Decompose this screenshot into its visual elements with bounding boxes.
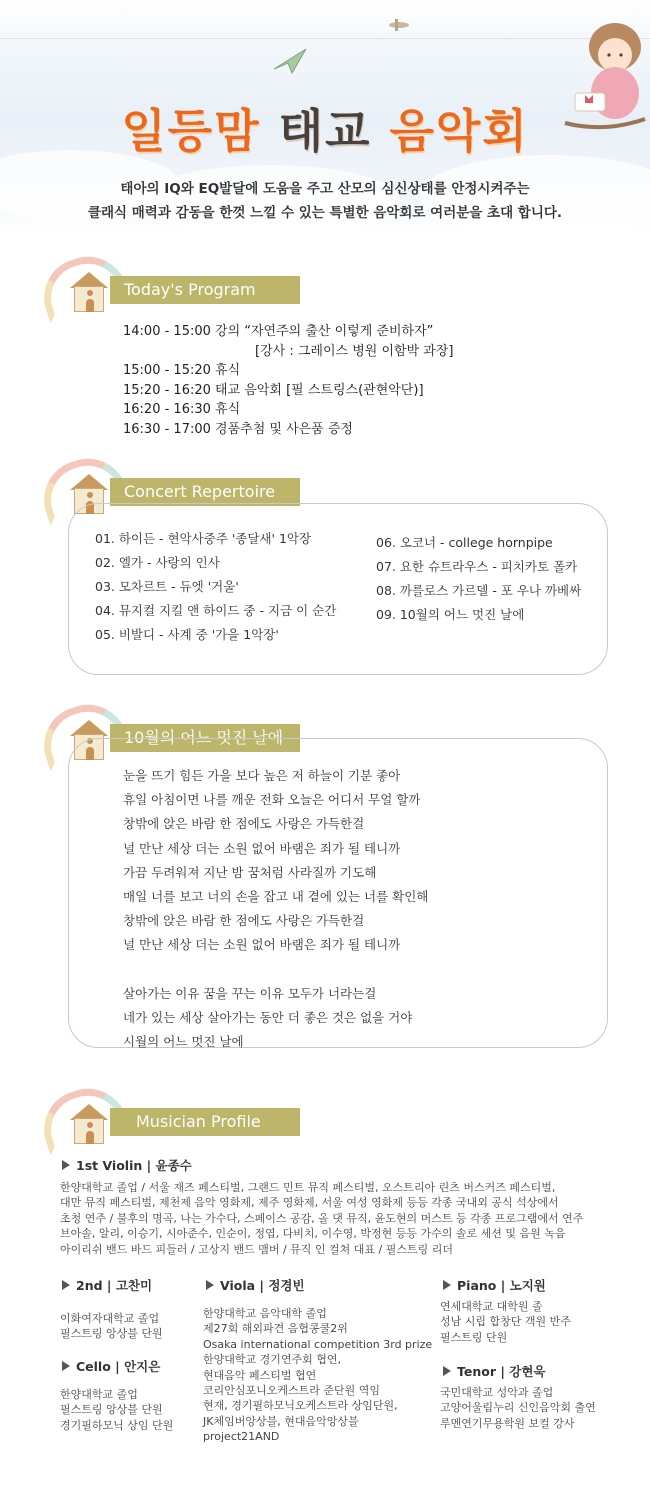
program-item: 14:00 - 15:00 강의 “자연주의 출산 이렇게 준비하자” [123,324,434,339]
song-heading: 10월의 어느 멋진 날에 [110,724,300,752]
triangle-bullet-icon [206,1280,214,1290]
repertoire-item: 02. 엘가 - 사랑의 인사 [95,555,220,570]
lyric-line: 창밖에 앉은 바람 한 점에도 사랑은 가득한걸 [123,816,365,832]
lyric-line: 널 만난 세상 더는 소원 없어 바램은 죄가 될 테니까 [123,840,401,856]
header-banner [0,0,650,230]
viola-profile: 한양대학교 음악대학 졸업 제27회 해외파견 음협콩쿨2위 Osaka international competition 3rd prize 한양대학교 경기연주회 협연, 현대음악 페스티벌 협연 코리안심포니오케스트라 준단원 역임 현재, 경기필하모닉오케스트라 상임단원, JK체임버앙상블, 현대음악앙상블 project21AND [203,1307,433,1444]
program-item: 16:30 - 17:00 경품추첨 및 사은품 증정 [123,421,353,437]
repertoire-item: 05. 비발디 - 사계 중 '가을 1악장' [95,627,279,642]
musician-section-header [40,1090,310,1152]
program-section-header [40,258,310,320]
top-divider [0,38,650,39]
triangle-bullet-icon [62,1361,70,1371]
triangle-bullet-icon [62,1280,70,1290]
tenor-profile: 국민대학교 성악과 졸업 고양어울림누리 신인음악회 출연 루멘연기무용학원 보컬 강사 [440,1386,596,1430]
triangle-bullet-icon [443,1280,451,1290]
lyric-line: 가끔 두려워져 지난 밤 꿈처럼 사라질까 기도해 [123,864,377,880]
house-icon [74,286,104,312]
program-item: 15:00 - 15:20 휴식 [123,363,241,378]
repertoire-item: 06. 오코너 - college hornpipe [376,535,553,550]
triangle-bullet-icon [443,1366,451,1376]
lyric-line: 휴일 아침이면 나를 깨운 전화 오늘은 어디서 무얼 할까 [123,792,421,808]
repertoire-left-column [95,527,375,647]
program-item: [강사 : 그레이스 병원 이함박 과장] [255,343,454,359]
second-violin-profile: 이화여자대학교 졸업 필스트링 앙상블 단원 [60,1312,163,1341]
title-part-3: 음악회 [389,104,529,158]
program-list [123,322,603,439]
repertoire-item: 03. 모차르트 - 듀엣 '거울' [95,579,239,594]
repertoire-heading: Concert Repertoire [110,478,300,506]
program-item: 15:20 - 16:20 태교 음악회 [필 스트링스(관현악단)] [123,382,424,398]
title-part-1: 일등맘 [121,104,261,158]
repertoire-item: 09. 10월의 어느 멋진 날에 [376,607,525,622]
piano-profile: 연세대학교 대학원 졸 성남 시립 합창단 객원 반주 필스트링 단원 [440,1300,571,1344]
musician-heading: Musician Profile [110,1108,300,1136]
second-violin-label: 2nd | 고찬미 [62,1276,152,1294]
intro-text [0,177,650,225]
violin-profile: 한양대학교 졸업 / 서울 재즈 페스티벌, 그랜드 민트 뮤직 페스티벌, 오스트리아 린츠 버스커즈 페스티벌, 대만 뮤직 페스티벌, 제천제 음악 영화제, 제주 영화제, 서울 여성 영화제 등등 각종 국내외 공식 석상에서 초청 연주 / 불후의 명곡, 나는 가수다, 스페이스 공감, 올 댓 뮤직, 윤도현의 머스트 등 각종 프로그램에서 연주 브아솔, 알리, 이승기, 시아준수, 인순이, 정엽, 다비치, 이수영, 박정현 등등 가수의 솔로 세션 및 음원 녹음 아이리쉬 밴드 바드 피들러 / 고상지 밴드 맴버 / 뮤직 인 컬쳐 대표 / 필스트링 리더 [60,1181,584,1256]
intro-line-1: 태아의 IQ와 EQ발달에 도움을 주고 산모의 심신상태를 안정시켜주는 [120,181,530,197]
violin-label: 1st Violin | 윤종수 [62,1156,192,1174]
lyric-line: 눈을 뜨기 힘든 가을 보다 높은 저 하늘이 기분 좋아 [123,768,401,783]
paper-plane-icon [272,45,308,75]
program-item: 16:20 - 16:30 휴식 [123,402,241,417]
program-heading: Today's Program [110,276,300,304]
repertoire-item: 04. 뮤지컬 지킬 앤 하이드 중 - 지금 이 순간 [95,603,337,618]
piano-label: Piano | 노지원 [443,1276,546,1294]
small-plane-icon [385,18,413,32]
repertoire-right-column [376,531,596,627]
lyric-line: 살아가는 이유 꿈을 꾸는 이유 모두가 너라는걸 [123,985,377,1001]
repertoire-item: 08. 까를로스 가르델 - 포 우나 까베싸 [376,583,582,598]
viola-label: Viola | 정경빈 [206,1276,305,1294]
lyric-line: 널 만난 세상 더는 소원 없어 바램은 죄가 될 테니까 [123,937,401,953]
intro-line-2: 클래식 매력과 감동을 한껏 느낄 수 있는 특별한 음악회로 여러분을 초대 합니다. [87,205,563,221]
cello-label: Cello | 안지은 [62,1357,160,1375]
page-title [0,95,650,161]
lyric-line: 창밖에 앉은 바람 한 점에도 사랑은 가득한걸 [123,913,365,929]
triangle-bullet-icon [62,1160,70,1170]
lyrics-text [123,764,583,1054]
title-part-2: 태교 [278,104,372,158]
repertoire-item: 01. 하이든 - 현악사중주 '종달새' 1악장 [95,531,312,546]
lyric-line: 네가 있는 세상 살아가는 동안 더 좋은 것은 없을 거야 [123,1009,413,1025]
lyric-line: 시월의 어느 멋진 날에 [123,1034,244,1050]
cello-profile: 한양대학교 졸업 필스트링 앙상블 단원 경기필하모닉 상임 단원 [60,1388,174,1432]
tenor-label: Tenor | 강현욱 [443,1362,546,1380]
repertoire-item: 07. 요한 슈트라우스 - 피치카토 폴카 [376,559,578,574]
house-icon [74,1118,104,1144]
lyric-line: 매일 너를 보고 너의 손을 잡고 내 곁에 있는 너를 확인해 [123,889,429,905]
